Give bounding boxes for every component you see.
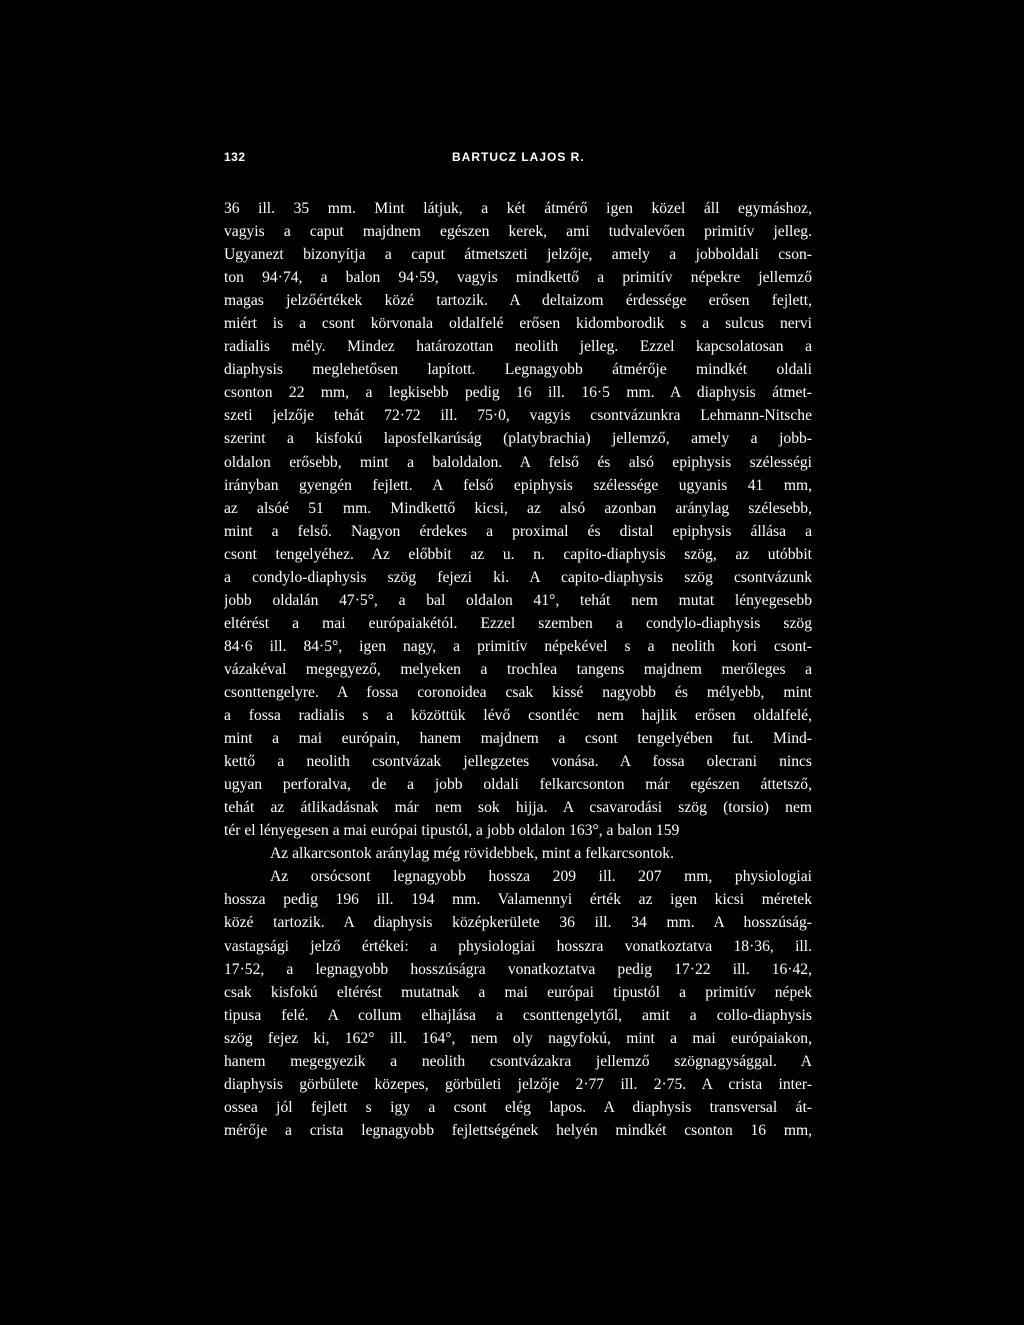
text-line: vázakéval megegyező, melyeken a trochlea tangens majdnem merőleges a bbox=[224, 660, 812, 678]
text-line: ugyan perforalva, de a jobb oldali felkarcsonton már egészen áttetsző, bbox=[224, 776, 812, 794]
page-header bbox=[224, 150, 794, 170]
text-line: tehát az átlikadásnak már nem sok hijja. A csavarodási szög (torsio) nem bbox=[224, 799, 812, 817]
text-line: ton 94·74, a balon 94·59, vagyis mindkettő a primitív népekre jellemző bbox=[224, 269, 812, 287]
text-line: kettő a neolith csontvázak jellegzetes vonása. A fossa olecrani nincs bbox=[224, 753, 812, 771]
text-line: tér el lényegesen a mai európai tipustól, a jobb oldalon 163°, a balon 159 bbox=[224, 822, 680, 840]
text-line: jobb oldalán 47·5°, a bal oldalon 41°, tehát nem mutat lényegesebb bbox=[224, 591, 812, 609]
text-line: mérője a crista legnagyobb fejlettségének helyén mindkét csonton 16 mm, bbox=[224, 1121, 812, 1139]
text-line: közé tartozik. A diaphysis középkerülete 36 ill. 34 mm. A hosszúság- bbox=[224, 914, 812, 932]
text-line: Az alkarcsontok aránylag még rövidebbek, mint a felkarcsontok. bbox=[270, 845, 674, 863]
text-line: miért is a csont körvonala oldalfelé erősen kidomborodik s a sulcus nervi bbox=[224, 315, 812, 333]
text-line: csonton 22 mm, a legkisebb pedig 16 ill. 16·5 mm. A diaphysis átmet- bbox=[224, 384, 812, 402]
text-line: vastagsági jelző értékei: a physiologiai hosszra vonatkoztatva 18·36, ill. bbox=[224, 937, 812, 955]
text-line: tipusa felé. A collum elhajlása a csonttengelytől, amit a collo-diaphysis bbox=[224, 1006, 812, 1024]
text-line: radialis mély. Mindez határozottan neolith jelleg. Ezzel kapcsolatosan a bbox=[224, 338, 812, 356]
text-line: 17·52, a legnagyobb hosszúságra vonatkoztatva pedig 17·22 ill. 16·42, bbox=[224, 960, 812, 978]
running-head: BARTUCZ LAJOS R. bbox=[452, 150, 585, 164]
body-text bbox=[224, 197, 812, 1142]
text-line: szög fejez ki, 162° ill. 164°, nem oly nagyfokú, mint a mai európaiakon, bbox=[224, 1029, 812, 1047]
text-line: mint a mai európain, hanem majdnem a csont tengelyében fut. Mind- bbox=[224, 730, 812, 748]
text-line: szeti jelzője tehát 72·72 ill. 75·0, vagyis csontvázunkra Lehmann-Nitsche bbox=[224, 407, 812, 425]
text-line: vagyis a caput majdnem egészen kerek, ami tudvalevően primitív jelleg. bbox=[224, 223, 812, 241]
text-line: Ugyanezt bizonyítja a caput átmetszeti jelzője, amely a jobboldali cson- bbox=[224, 246, 812, 264]
text-line: hossza pedig 196 ill. 194 mm. Valamennyi érték az igen kicsi méretek bbox=[224, 891, 812, 909]
text-line: mint a felső. Nagyon érdekes a proximal és distal epiphysis állása a bbox=[224, 522, 812, 540]
text-line: diaphysis meglehetősen lapított. Legnagyobb átmérője mindkét oldali bbox=[224, 361, 812, 379]
text-line: a fossa radialis s a közöttük lévő csontléc nem hajlik erősen oldalfelé, bbox=[224, 707, 812, 725]
text-line: 84·6 ill. 84·5°, igen nagy, a primitív népekével s a neolith kori csont- bbox=[224, 637, 812, 655]
text-line: irányban gyengén fejlett. A felső epiphysis szélessége ugyanis 41 mm, bbox=[224, 476, 812, 494]
text-line: eltérést a mai európaiakétól. Ezzel szemben a condylo-diaphysis szög bbox=[224, 614, 812, 632]
text-line: magas jelzőértékek közé tartozik. A deltaizom érdessége erősen fejlett, bbox=[224, 292, 812, 310]
text-line: hanem megegyezik a neolith csontvázakra jellemző szögnagysággal. A bbox=[224, 1052, 812, 1070]
text-line: szerint a kisfokú laposfelkarúság (platybrachia) jellemző, amely a jobb- bbox=[224, 430, 812, 448]
text-line: csont tengelyéhez. Az előbbit az u. n. capito-diaphysis szög, az utóbbit bbox=[224, 545, 812, 563]
text-line: ossea jól fejlett s igy a csont elég lapos. A diaphysis transversal át- bbox=[224, 1098, 812, 1116]
text-line: 36 ill. 35 mm. Mint látjuk, a két átmérő igen közel áll egymáshoz, bbox=[224, 200, 812, 217]
text-line: oldalon erősebb, mint a baloldalon. A felső és alsó epiphysis szélességi bbox=[224, 453, 812, 471]
text-line: az alsóé 51 mm. Mindkettő kicsi, az alsó azonban aránylag szélesebb, bbox=[224, 499, 812, 517]
text-line: Az orsócsont legnagyobb hossza 209 ill. 207 mm, physiologiai bbox=[270, 868, 812, 886]
text-line: csonttengelyre. A fossa coronoidea csak kissé nagyobb és mélyebb, mint bbox=[224, 683, 812, 701]
text-line: csak kisfokú eltérést mutatnak a mai európai tipustól a primitív népek bbox=[224, 983, 812, 1001]
page-number: 132 bbox=[224, 150, 246, 164]
text-line: diaphysis görbülete közepes, görbületi jelzője 2·77 ill. 2·75. A crista inter- bbox=[224, 1075, 812, 1093]
text-line: a condylo-diaphysis szög fejezi ki. A capito-diaphysis szög csontvázunk bbox=[224, 568, 812, 586]
